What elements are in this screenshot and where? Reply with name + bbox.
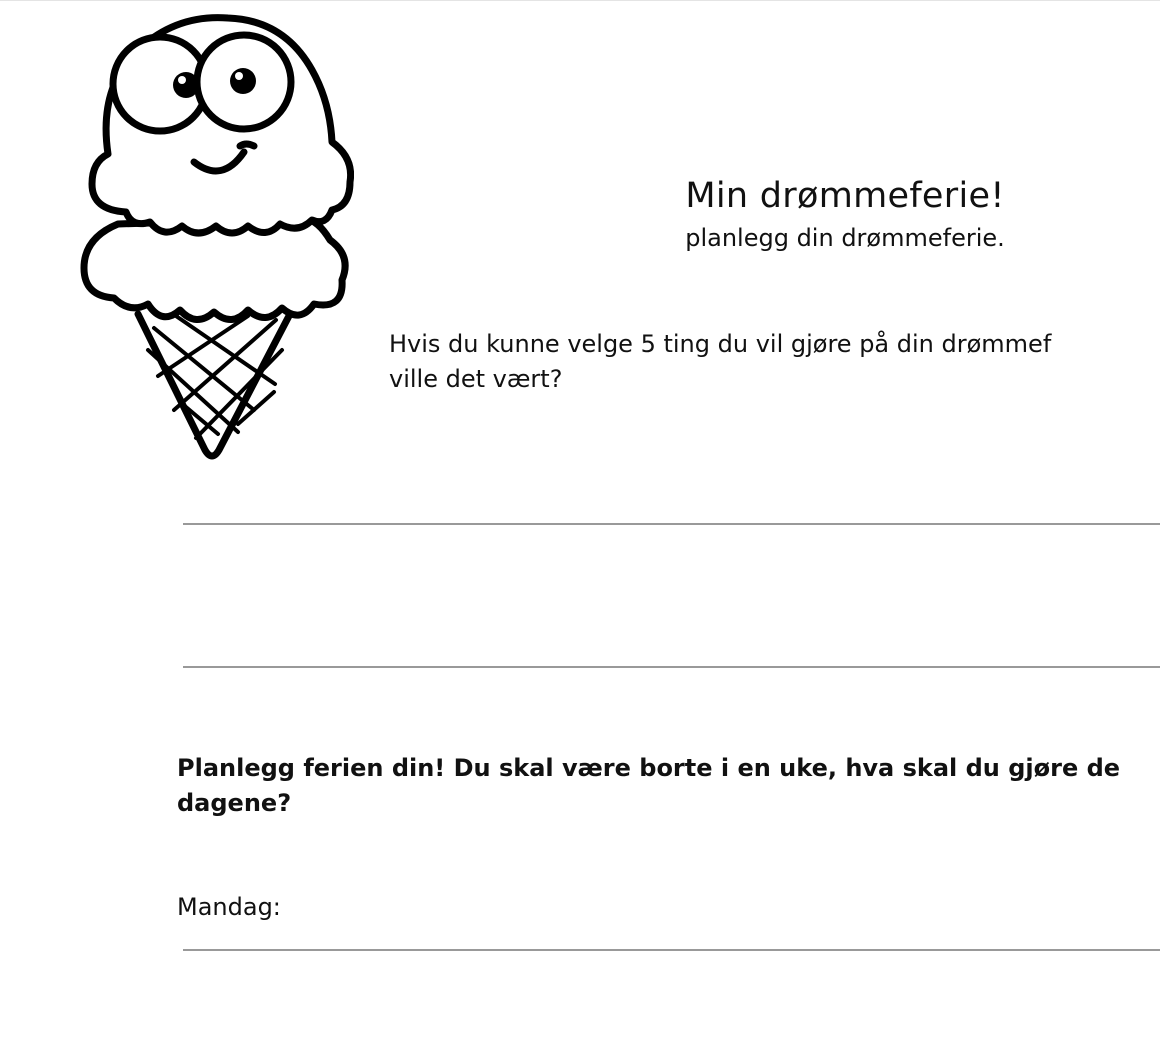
worksheet-title: Min drømmeferie! <box>685 176 1005 216</box>
right-pupil <box>230 68 256 94</box>
question-line-1: Hvis du kunne velge 5 ting du vil gjøre på din drømmef <box>389 330 1052 358</box>
ice-cream-cone-icon <box>78 14 354 464</box>
day-label-monday: Mandag: <box>177 893 281 921</box>
left-pupil <box>173 72 199 98</box>
lower-scoop <box>84 218 345 320</box>
plan-line-1: Planlegg ferien din! Du skal være borte i en uke, hva skal du gjøre de <box>177 754 1121 782</box>
page-top-border <box>0 0 1160 1</box>
question-line-2: ville det vært? <box>389 365 563 393</box>
answer-line-1[interactable] <box>183 523 1160 525</box>
plan-line-2: dagene? <box>177 789 292 817</box>
worksheet-subtitle: planlegg din drømmeferie. <box>685 224 1005 252</box>
answer-line-monday[interactable] <box>183 949 1160 951</box>
answer-line-2[interactable] <box>183 666 1160 668</box>
dream-vacation-question <box>389 327 1160 397</box>
plan-week-prompt <box>177 751 1160 821</box>
